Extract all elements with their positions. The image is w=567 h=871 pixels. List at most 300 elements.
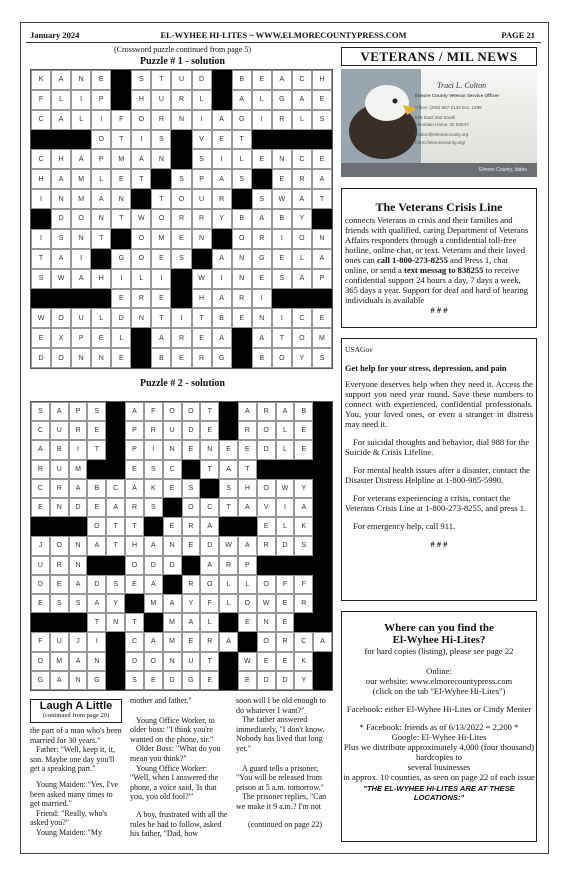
grid-cell: E	[125, 460, 144, 479]
grid-cell: T	[151, 308, 171, 328]
black-square	[51, 130, 71, 150]
black-square	[182, 460, 201, 479]
grid-cell: B	[272, 209, 292, 229]
black-square	[31, 289, 51, 309]
usagov-source: USAGov	[345, 345, 373, 354]
grid-cell: A	[69, 652, 88, 671]
grid-cell: D	[125, 652, 144, 671]
grid-cell: E	[238, 613, 257, 632]
grid-cell: C	[31, 421, 50, 440]
grid-cell: M	[312, 328, 332, 348]
grid-cell: A	[200, 556, 219, 575]
grid-cell: O	[31, 652, 50, 671]
black-square	[131, 348, 151, 368]
grid-cell: T	[200, 460, 219, 479]
grid-cell: J	[69, 632, 88, 651]
grid-cell: N	[232, 269, 252, 289]
grid-cell: A	[71, 269, 91, 289]
grid-cell: L	[51, 90, 71, 110]
grid-cell: L	[276, 421, 295, 440]
grid-cell: D	[163, 556, 182, 575]
black-square	[232, 189, 252, 209]
black-square	[313, 575, 332, 594]
grid-cell: S	[50, 594, 69, 613]
black-square	[276, 460, 295, 479]
grid-cell: A	[87, 536, 106, 555]
page-header	[26, 28, 541, 43]
grid-cell: W	[192, 269, 212, 289]
grid-cell: S	[131, 70, 151, 90]
black-square	[212, 229, 232, 249]
grid-cell: P	[91, 90, 111, 110]
grid-cell: S	[182, 479, 201, 498]
laugh-column-1: the part of a man who's been married for 30 years." Father: "Well, keep it, it, son. Maybe one day you'll get a speaking part." Young Maiden: "Yes, I've been asked many times to get married." Friend: "Really, who's asked you?" Young Maiden: "My	[30, 726, 122, 837]
grid-cell: U	[163, 421, 182, 440]
grid-cell: C	[31, 149, 51, 169]
black-square	[71, 130, 91, 150]
grid-cell: B	[87, 479, 106, 498]
header-page: PAGE 21	[501, 30, 535, 40]
grid-cell: I	[131, 130, 151, 150]
black-square	[313, 440, 332, 459]
where-line: Online:	[426, 666, 452, 676]
grid-cell: L	[71, 110, 91, 130]
grid-cell: E	[200, 421, 219, 440]
grid-cell: T	[232, 130, 252, 150]
grid-cell: N	[91, 348, 111, 368]
grid-cell: O	[151, 209, 171, 229]
grid-cell: A	[252, 328, 272, 348]
grid-cell: S	[31, 402, 50, 421]
grid-cell: R	[131, 289, 151, 309]
grid-cell: P	[192, 169, 212, 189]
black-square	[182, 556, 201, 575]
grid-cell: E	[87, 498, 106, 517]
black-square	[212, 70, 232, 90]
grid-cell: H	[125, 536, 144, 555]
grid-cell: R	[292, 169, 312, 189]
grid-cell: N	[171, 110, 191, 130]
black-square	[294, 556, 313, 575]
grid-cell: R	[171, 209, 191, 229]
black-square	[219, 671, 238, 690]
grid-cell: E	[238, 671, 257, 690]
black-square	[51, 289, 71, 309]
grid-cell: C	[200, 498, 219, 517]
grid-cell: T	[151, 70, 171, 90]
black-square	[71, 289, 91, 309]
grid-cell: R	[182, 575, 201, 594]
grid-cell: A	[292, 189, 312, 209]
grid-cell: S	[252, 189, 272, 209]
grid-cell: E	[276, 652, 295, 671]
grid-cell: O	[257, 421, 276, 440]
grid-cell: O	[71, 209, 91, 229]
grid-cell: O	[171, 189, 191, 209]
black-square	[144, 517, 163, 536]
grid-cell: E	[294, 421, 313, 440]
grid-cell: E	[163, 517, 182, 536]
vso-line: Office: (208) 587-2130 Ext. 1296	[415, 105, 482, 110]
grid-cell: T	[131, 169, 151, 189]
grid-cell: R	[50, 556, 69, 575]
grid-cell: E	[111, 169, 131, 189]
grid-cell: D	[87, 575, 106, 594]
where-line: several businesses	[407, 762, 471, 772]
grid-cell: I	[212, 149, 232, 169]
grid-cell: O	[200, 575, 219, 594]
grid-cell: A	[294, 498, 313, 517]
black-square	[212, 90, 232, 110]
grid-cell: M	[163, 632, 182, 651]
grid-cell: I	[144, 440, 163, 459]
where-line: * Facebook: friends as of 6/13/2022 = 2,200 *	[359, 722, 519, 732]
laugh-column-3: soon will I be old enough to do whatever I want?" The father answered immediately, "I don't know. Nobody has lived that long yet." A guard tells a prisoner, "You will be released from prison at 5 a.m. tomorrow." The prisoner replies, "Can we make it 9 a.m.? I'm not (continued on page 22)	[236, 696, 334, 829]
black-square	[106, 652, 125, 671]
grid-cell: R	[200, 632, 219, 651]
grid-cell: A	[125, 479, 144, 498]
grid-cell: R	[192, 348, 212, 368]
grid-cell: E	[252, 70, 272, 90]
grid-cell: U	[50, 421, 69, 440]
grid-cell: E	[182, 632, 201, 651]
grid-cell: I	[87, 632, 106, 651]
grid-cell: E	[212, 130, 232, 150]
grid-cell: I	[252, 289, 272, 309]
black-square	[272, 130, 292, 150]
grid-cell: Y	[106, 594, 125, 613]
grid-cell: O	[125, 556, 144, 575]
grid-cell: D	[257, 671, 276, 690]
vso-line: tcolton@elmorecounty.org	[415, 132, 469, 137]
grid-cell: E	[200, 671, 219, 690]
black-square	[91, 289, 111, 309]
grid-cell: N	[272, 149, 292, 169]
grid-cell: R	[171, 90, 191, 110]
laugh-continued: (continued on page 22)	[248, 819, 322, 829]
grid-cell: I	[272, 229, 292, 249]
crisis-title: The Veterans Crisis Line	[375, 200, 503, 214]
grid-cell: A	[125, 402, 144, 421]
grid-cell: L	[292, 249, 312, 269]
grid-cell: T	[31, 249, 51, 269]
grid-cell: H	[238, 479, 257, 498]
grid-cell: R	[219, 556, 238, 575]
grid-cell: E	[31, 594, 50, 613]
grid-cell: N	[91, 209, 111, 229]
grid-cell: E	[276, 594, 295, 613]
grid-cell: A	[131, 149, 151, 169]
laugh-sub: (continued from page 20)	[42, 712, 110, 719]
grid-cell: M	[50, 652, 69, 671]
grid-cell: N	[71, 70, 91, 90]
grid-cell: L	[276, 517, 295, 536]
grid-cell: P	[71, 328, 91, 348]
vso-business-card	[341, 69, 537, 177]
grid-cell: A	[31, 440, 50, 459]
black-square	[219, 517, 238, 536]
grid-cell: E	[257, 517, 276, 536]
grid-cell: S	[192, 149, 212, 169]
grid-cell: A	[292, 90, 312, 110]
grid-cell: E	[252, 149, 272, 169]
laugh-title: Laugh A Little	[39, 700, 113, 712]
black-square	[50, 517, 69, 536]
grid-cell: E	[312, 90, 332, 110]
grid-cell: M	[69, 460, 88, 479]
black-square	[219, 402, 238, 421]
puzzle2-grid	[30, 401, 333, 691]
grid-cell: C	[163, 460, 182, 479]
grid-cell: L	[200, 613, 219, 632]
grid-cell: S	[31, 269, 51, 289]
grid-cell: C	[292, 308, 312, 328]
grid-cell: U	[182, 652, 201, 671]
where-sub: for hard copies (listing), please see page 22	[364, 646, 514, 656]
black-square	[313, 613, 332, 632]
grid-cell: C	[31, 110, 51, 130]
black-square	[238, 517, 257, 536]
grid-cell: R	[212, 189, 232, 209]
grid-cell: K	[31, 70, 51, 90]
grid-cell: G	[111, 249, 131, 269]
grid-cell: E	[111, 348, 131, 368]
grid-cell: O	[144, 652, 163, 671]
grid-cell: P	[91, 149, 111, 169]
grid-cell: G	[212, 348, 232, 368]
black-square	[131, 189, 151, 209]
usagov-heading: Get help for your stress, depression, and pain	[345, 364, 507, 373]
grid-cell: A	[91, 189, 111, 209]
black-square	[292, 289, 312, 309]
grid-cell: E	[252, 269, 272, 289]
black-square	[111, 229, 131, 249]
grid-cell: E	[171, 229, 191, 249]
vso-line: Mountain Home, ID 83647	[415, 122, 469, 127]
grid-cell: L	[219, 575, 238, 594]
grid-cell: N	[50, 498, 69, 517]
grid-cell: O	[87, 517, 106, 536]
grid-cell: S	[312, 110, 332, 130]
grid-cell: E	[91, 328, 111, 348]
grid-cell: A	[219, 460, 238, 479]
grid-cell: L	[131, 269, 151, 289]
grid-cell: O	[257, 479, 276, 498]
grid-cell: W	[219, 536, 238, 555]
grid-cell: A	[106, 498, 125, 517]
puzzle1-title: Puzzle # 1 - solution	[140, 56, 225, 67]
black-square	[106, 556, 125, 575]
black-square	[313, 479, 332, 498]
grid-cell: E	[219, 440, 238, 459]
grid-cell: T	[238, 460, 257, 479]
grid-cell: E	[151, 249, 171, 269]
grid-cell: T	[200, 652, 219, 671]
grid-cell: S	[51, 229, 71, 249]
grid-cell: O	[50, 536, 69, 555]
grid-cell: E	[238, 440, 257, 459]
black-square	[294, 613, 313, 632]
laugh-title-box	[30, 699, 122, 723]
grid-cell: L	[111, 328, 131, 348]
where-box	[341, 611, 537, 842]
grid-cell: O	[131, 229, 151, 249]
grid-cell: I	[252, 110, 272, 130]
grid-cell: D	[111, 308, 131, 328]
grid-cell: A	[238, 536, 257, 555]
black-square	[219, 421, 238, 440]
grid-cell: N	[71, 348, 91, 368]
grid-cell: N	[69, 556, 88, 575]
grid-cell: Y	[294, 671, 313, 690]
grid-cell: E	[294, 440, 313, 459]
grid-cell: P	[125, 421, 144, 440]
grid-cell: O	[238, 594, 257, 613]
grid-cell: D	[200, 536, 219, 555]
crisis-end: # # #	[430, 305, 448, 315]
grid-cell: E	[272, 249, 292, 269]
grid-cell: N	[163, 536, 182, 555]
black-square	[238, 632, 257, 651]
grid-cell: A	[51, 249, 71, 269]
grid-cell: S	[219, 479, 238, 498]
grid-cell: O	[292, 328, 312, 348]
grid-cell: E	[125, 575, 144, 594]
black-square	[200, 479, 219, 498]
grid-cell: E	[31, 328, 51, 348]
grid-cell: M	[111, 149, 131, 169]
grid-cell: I	[71, 90, 91, 110]
grid-cell: W	[272, 189, 292, 209]
grid-cell: R	[144, 421, 163, 440]
grid-cell: A	[200, 517, 219, 536]
grid-cell: F	[111, 110, 131, 130]
grid-cell: N	[151, 149, 171, 169]
grid-cell: E	[192, 328, 212, 348]
black-square	[313, 421, 332, 440]
black-square	[171, 130, 191, 150]
crossword-note: (Crossword puzzle continued from page 5)	[113, 45, 252, 54]
grid-cell: A	[212, 110, 232, 130]
grid-cell: B	[232, 70, 252, 90]
grid-cell: D	[31, 348, 51, 368]
black-square	[219, 652, 238, 671]
grid-cell: O	[272, 348, 292, 368]
grid-cell: A	[232, 90, 252, 110]
grid-cell: R	[294, 594, 313, 613]
grid-cell: E	[276, 613, 295, 632]
black-square	[312, 209, 332, 229]
where-locations: "THE EL-WYHEE HI-LITES ARE AT THESE LOCATIONS:"	[363, 784, 515, 802]
grid-cell: E	[182, 536, 201, 555]
black-square	[232, 328, 252, 348]
grid-cell: R	[171, 328, 191, 348]
grid-cell: E	[182, 440, 201, 459]
grid-cell: A	[272, 70, 292, 90]
black-square	[232, 348, 252, 368]
black-square	[312, 289, 332, 309]
grid-cell: V	[192, 130, 212, 150]
grid-cell: N	[87, 652, 106, 671]
grid-cell: O	[131, 110, 151, 130]
grid-cell: P	[69, 402, 88, 421]
grid-cell: I	[111, 269, 131, 289]
grid-cell: R	[272, 110, 292, 130]
usagov-end: # # #	[430, 539, 448, 549]
grid-cell: R	[192, 209, 212, 229]
grid-cell: F	[144, 402, 163, 421]
grid-cell: M	[144, 594, 163, 613]
grid-cell: S	[171, 249, 191, 269]
black-square	[313, 594, 332, 613]
grid-cell: A	[212, 249, 232, 269]
grid-cell: O	[182, 498, 201, 517]
veterans-news-title: VETERANS / MIL NEWS	[341, 47, 537, 66]
where-line: Facebook: either El-Wyhee Hi-Lites or Cindy Menter	[346, 704, 532, 714]
grid-cell: T	[106, 536, 125, 555]
grid-cell: N	[200, 440, 219, 459]
grid-cell: R	[69, 421, 88, 440]
grid-cell: L	[292, 110, 312, 130]
grid-cell: W	[257, 594, 276, 613]
grid-cell: F	[31, 632, 50, 651]
grid-cell: B	[252, 348, 272, 368]
grid-cell: H	[192, 289, 212, 309]
grid-cell: I	[192, 110, 212, 130]
grid-cell: R	[257, 536, 276, 555]
grid-cell: D	[69, 498, 88, 517]
grid-cell: R	[232, 289, 252, 309]
grid-cell: O	[91, 130, 111, 150]
crisis-text: connects Veterans in crisis and their families and friends with qualified, caring Department of Veterans Affairs responders through a confidential toll-free hotline, online chat, or text. Veterans and their loved ones can call 1-800-273-8255 and Press 1, chat online, or send a text messag to 838255 to receive confidential support 24 hours a day, 7 days a week, 365 days a year. Support for deaf and hard of hearing individuals is available	[345, 215, 529, 305]
grid-cell: E	[257, 652, 276, 671]
grid-cell: E	[232, 308, 252, 328]
grid-cell: D	[31, 575, 50, 594]
black-square	[111, 90, 131, 110]
grid-cell: G	[182, 671, 201, 690]
grid-cell: H	[312, 70, 332, 90]
black-square	[313, 517, 332, 536]
grid-cell: U	[151, 90, 171, 110]
grid-cell: G	[232, 110, 252, 130]
grid-cell: E	[312, 308, 332, 328]
grid-cell: E	[111, 289, 131, 309]
black-square	[106, 421, 125, 440]
grid-cell: N	[111, 189, 131, 209]
grid-cell: A	[50, 671, 69, 690]
grid-cell: E	[151, 289, 171, 309]
grid-cell: A	[212, 289, 232, 309]
grid-cell: A	[238, 498, 257, 517]
grid-cell: I	[212, 269, 232, 289]
grid-cell: S	[144, 498, 163, 517]
usagov-box	[341, 338, 537, 601]
grid-cell: N	[71, 229, 91, 249]
grid-cell: U	[31, 556, 50, 575]
black-square	[276, 556, 295, 575]
grid-cell: A	[51, 169, 71, 189]
grid-cell: H	[131, 90, 151, 110]
grid-cell: U	[71, 308, 91, 328]
black-square	[106, 632, 125, 651]
grid-cell: N	[312, 229, 332, 249]
grid-cell: A	[69, 575, 88, 594]
grid-cell: D	[276, 671, 295, 690]
grid-cell: T	[219, 498, 238, 517]
grid-cell: N	[131, 308, 151, 328]
grid-cell: A	[151, 328, 171, 348]
grid-cell: I	[151, 269, 171, 289]
